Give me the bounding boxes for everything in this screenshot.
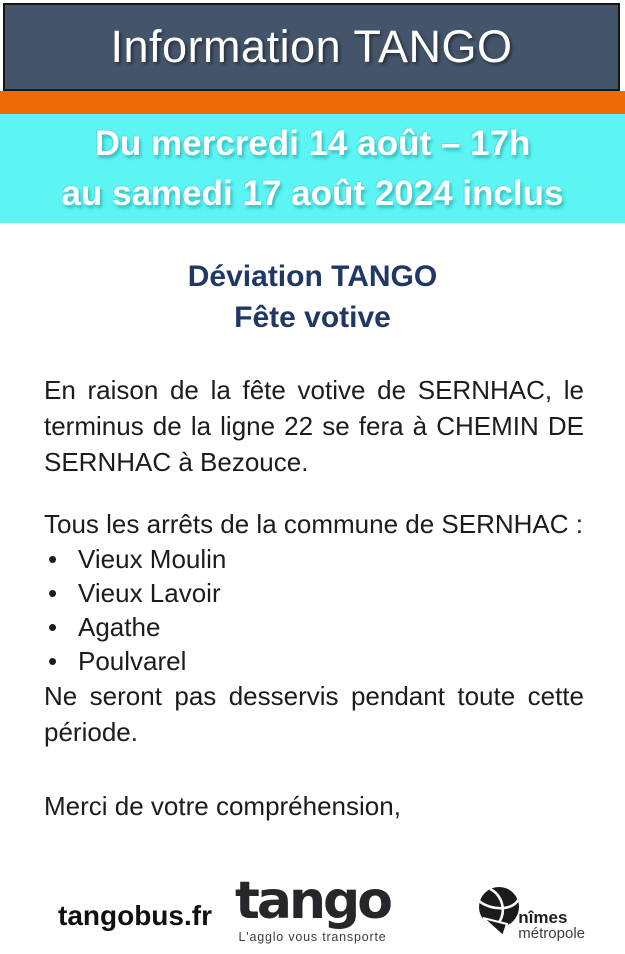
nimes-logo-text: [518, 909, 585, 945]
date-banner-line-2: au samedi 17 août 2024 inclus: [61, 173, 564, 213]
website-text: tangobus.fr: [58, 900, 212, 931]
paragraph-reason: En raison de la fête votive de SERNHAC, le terminus de la ligne 22 se fera à CHEMIN DE SERNHAC à Bezouce.: [44, 375, 584, 477]
tango-logo: [235, 872, 390, 944]
stop-item: • Vieux Lavoir: [44, 576, 584, 610]
notice-title-line-2: Fête votive: [234, 301, 391, 334]
notice-title-line-1: Déviation TANGO: [187, 260, 438, 293]
stops-list: [44, 542, 584, 678]
nimes-logo-line-1: nîmes: [518, 908, 568, 927]
tango-tagline: L'agglo vous transporte: [238, 930, 387, 944]
stop-item: • Vieux Moulin: [44, 542, 584, 576]
date-banner: [0, 114, 625, 223]
stop-item: • Poulvarel: [44, 644, 584, 678]
nimes-logo-line-2: métropole: [518, 925, 585, 942]
notice-title: [0, 256, 625, 338]
stop-item: • Agathe: [44, 610, 584, 644]
header-title: Information TANGO: [110, 21, 513, 72]
closing-text: Merci de votre compréhension,: [44, 791, 401, 821]
paragraph-not-served: Ne seront pas desservis pendant toute cette période.: [44, 681, 584, 747]
tango-wordmark: tango: [235, 871, 390, 931]
date-banner-line-1: Du mercredi 14 août – 17h: [94, 123, 531, 163]
nimes-metropole-logo: [472, 884, 585, 945]
notice-body: [44, 372, 584, 824]
orange-divider: [0, 91, 625, 114]
stops-list-intro: Tous les arrêts de la commune de SERNHAC :: [44, 509, 583, 539]
header-banner: [3, 3, 620, 91]
footer: [0, 860, 625, 954]
